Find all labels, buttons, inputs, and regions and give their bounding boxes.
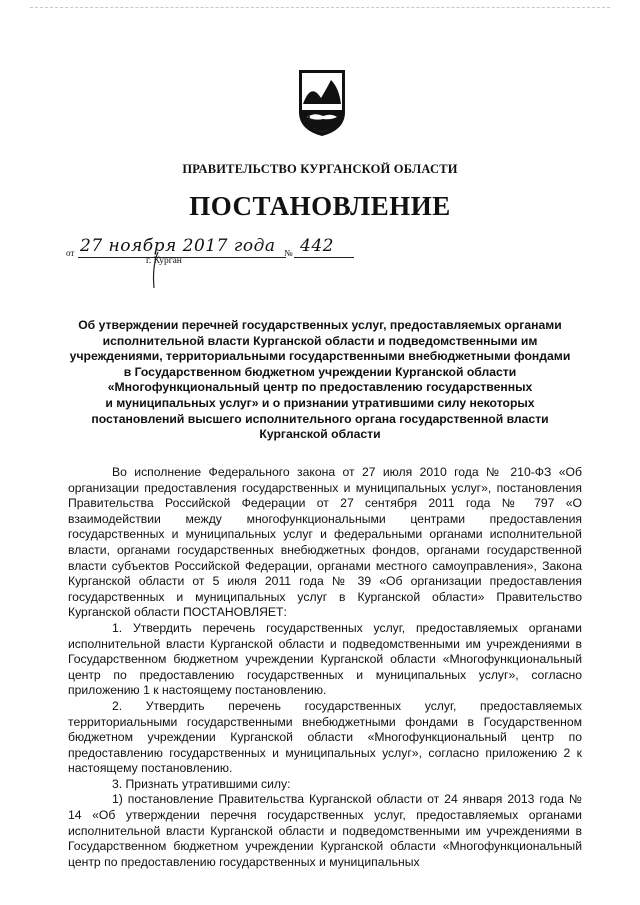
date-number-line xyxy=(66,236,366,264)
scan-artifact-line xyxy=(30,7,610,8)
subject-line: учреждениями, территориальными государственными внебюджетными фондами xyxy=(69,349,571,364)
subject-line: и муниципальных услуг» и о признании утратившими силу некоторых xyxy=(105,395,535,410)
body-paragraph: 2. Утвердить перечень государственных услуг, предоставляемых территориальными государственными внебюджетными фондами в Государственном бюджетном учреждении Курганской области «Многофункциональный центр по предоставлению государственных и муниципальных услуг», согласно приложению 2 к настоящему постановлению. xyxy=(68,698,582,776)
from-label: от xyxy=(66,248,75,258)
number-underline xyxy=(294,257,354,258)
subject-line: «Многофункциональный центр по предоставлению государственных xyxy=(107,380,533,395)
kurgan-coat-of-arms-icon xyxy=(297,68,347,138)
subject-line: исполнительной власти Курганской области и подведомственными им xyxy=(102,333,538,348)
body-paragraph: 1) постановление Правительства Курганской области от 24 января 2013 года № 14 «Об утверждении перечня государственных услуг, предоставляемых органами исполнительной власти Курганской области и подведомственными им учреждениями в Государственном бюджетном учреждении Курганской области «Многофункциональный центр по предоставлению государственных и муниципальных xyxy=(68,792,582,869)
body-paragraph: Во исполнение Федерального закона от 27 июля 2010 года № 210-ФЗ «Об организации предоставления государственных и муниципальных услуг», постановления Правительства Российской Федерации от 27 сентября 2011 года № 797 «О взаимодействии между многофункциональными центрами предоставления государственных и муниципальных услуг и федеральными органами исполнительной власти, органами государственных внебюджетных фондов, органами государственной власти субъектов Российской Федерации, органами местного самоуправления», Закона Курганской области от 5 июля 2011 года № 39 «Об организации предоставления государственных и муниципальных услуг в Курганской области» Правительство Курганской области ПОСТАНОВЛЯЕТ: xyxy=(68,465,582,620)
handwritten-number: 442 xyxy=(300,236,334,256)
document-type-title: ПОСТАНОВЛЕНИЕ xyxy=(189,191,451,221)
body-paragraph: 1. Утвердить перечень государственных услуг, предоставляемых органами исполнительной власти Курганской области и подведомственными им учреждениями в Государственном бюджетном учреждении Курганской области «Многофункциональный центр по предоставлению государственных и муниципальных услуг», согласно приложению 1 к настоящему постановлению. xyxy=(68,620,582,698)
document-body xyxy=(68,465,582,870)
subject-line: Об утверждении перечней государственных услуг, предоставляемых органами xyxy=(78,318,562,332)
subject-line: Курганской области xyxy=(259,427,381,442)
document-subject xyxy=(66,318,574,443)
number-label: № xyxy=(284,248,293,258)
subject-line: в Государственном бюджетном учреждении Курганской области xyxy=(123,364,517,379)
body-paragraph: 3. Признать утратившими силу: xyxy=(112,776,291,791)
city-label: г. Курган xyxy=(146,256,182,266)
subject-line: постановлений высшего исполнительного органа государственной власти xyxy=(91,411,549,426)
handwritten-date: 27 ноября 2017 года xyxy=(80,236,276,256)
government-name: ПРАВИТЕЛЬСТВО КУРГАНСКОЙ ОБЛАСТИ xyxy=(182,162,458,176)
